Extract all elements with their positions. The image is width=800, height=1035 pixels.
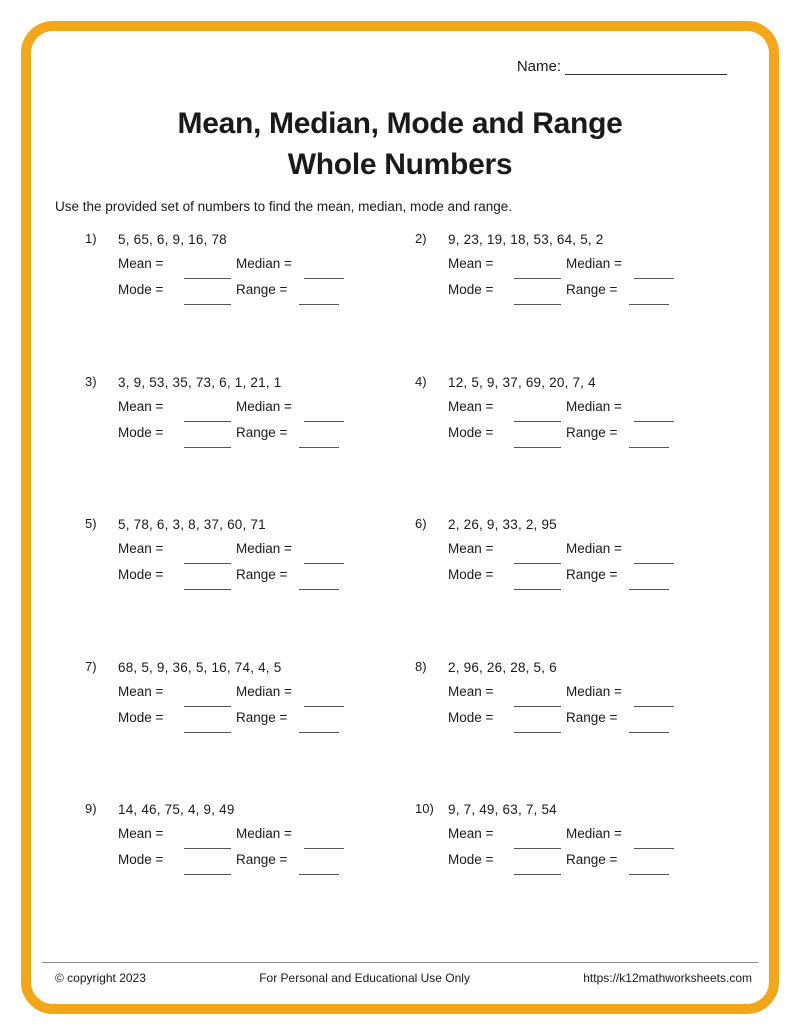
number-set: 2, 96, 26, 28, 5, 6 bbox=[448, 659, 557, 675]
median-answer-blank bbox=[634, 410, 674, 422]
mode-range-row bbox=[448, 852, 674, 878]
footer bbox=[55, 971, 752, 985]
name-row bbox=[517, 58, 727, 75]
problem-number: 1) bbox=[85, 231, 97, 246]
mode-answer-blank bbox=[184, 293, 231, 305]
mean-median-row bbox=[118, 684, 344, 710]
problem-body bbox=[448, 658, 674, 736]
problems-grid bbox=[85, 230, 740, 943]
worksheet-title bbox=[0, 103, 800, 185]
range-label: Range = bbox=[566, 424, 618, 440]
mean-label: Mean = bbox=[448, 398, 494, 414]
median-label: Median = bbox=[566, 256, 622, 271]
range-answer-blank bbox=[299, 578, 339, 590]
mode-answer-blank bbox=[184, 436, 231, 448]
mean-label: Mean = bbox=[448, 826, 494, 841]
problem-number: 8) bbox=[415, 658, 427, 674]
title-line-2: Whole Numbers bbox=[287, 148, 513, 181]
problem-body bbox=[448, 373, 674, 451]
median-label: Median = bbox=[566, 541, 622, 556]
problem-item bbox=[415, 515, 745, 658]
mean-median-row bbox=[118, 541, 344, 567]
number-set: 12, 5, 9, 37, 69, 20, 7, 4 bbox=[448, 374, 596, 390]
median-label: Median = bbox=[566, 683, 622, 699]
mode-answer-blank bbox=[514, 863, 561, 875]
footer-website-url: https://k12mathworksheets.com bbox=[583, 971, 752, 985]
problem-item bbox=[415, 373, 745, 516]
range-label: Range = bbox=[566, 709, 618, 725]
median-answer-blank bbox=[634, 267, 674, 279]
mode-answer-blank bbox=[184, 863, 231, 875]
problem-number: 3) bbox=[85, 373, 97, 389]
mode-answer-blank bbox=[514, 721, 561, 733]
range-label: Range = bbox=[236, 709, 288, 725]
number-set: 14, 46, 75, 4, 9, 49 bbox=[118, 802, 235, 817]
mean-answer-blank bbox=[184, 410, 231, 422]
mean-label: Mean = bbox=[118, 541, 164, 556]
instructions-text: Use the provided set of numbers to find the mean, median, mode and range. bbox=[55, 199, 513, 214]
number-set: 5, 65, 6, 9, 16, 78 bbox=[118, 232, 227, 247]
mean-answer-blank bbox=[514, 552, 561, 564]
name-blank-line bbox=[565, 58, 727, 75]
median-answer-blank bbox=[304, 695, 344, 707]
mode-answer-blank bbox=[514, 578, 561, 590]
mode-label: Mode = bbox=[118, 424, 164, 440]
mean-label: Mean = bbox=[448, 541, 494, 556]
mean-label: Mean = bbox=[448, 683, 494, 699]
problem-body bbox=[118, 515, 344, 593]
mode-range-row bbox=[118, 567, 344, 593]
median-label: Median = bbox=[566, 826, 622, 841]
mean-label: Mean = bbox=[118, 683, 164, 699]
mode-range-row bbox=[448, 282, 674, 308]
range-answer-blank bbox=[299, 863, 339, 875]
number-set: 5, 78, 6, 3, 8, 37, 60, 71 bbox=[118, 517, 266, 532]
mode-label: Mode = bbox=[448, 424, 494, 440]
mean-median-row bbox=[448, 684, 674, 710]
mean-median-row bbox=[118, 826, 344, 852]
footer-usage-note: For Personal and Educational Use Only bbox=[259, 971, 470, 985]
mode-label: Mode = bbox=[448, 852, 494, 867]
mode-range-row bbox=[118, 425, 344, 451]
range-label: Range = bbox=[236, 852, 288, 867]
mean-median-row bbox=[448, 256, 674, 282]
problem-body bbox=[448, 800, 674, 878]
mode-label: Mode = bbox=[448, 567, 494, 582]
median-label: Median = bbox=[566, 398, 622, 414]
name-label: Name: bbox=[516, 58, 561, 75]
mode-range-row bbox=[118, 282, 344, 308]
mode-answer-blank bbox=[514, 293, 561, 305]
problem-item bbox=[415, 800, 745, 943]
range-answer-blank bbox=[629, 436, 669, 448]
problem-number: 10) bbox=[415, 801, 434, 816]
mode-label: Mode = bbox=[118, 567, 164, 582]
mean-answer-blank bbox=[184, 267, 231, 279]
range-label: Range = bbox=[236, 567, 288, 582]
mean-median-row bbox=[448, 399, 674, 425]
number-set: 9, 7, 49, 63, 7, 54 bbox=[448, 802, 557, 817]
range-answer-blank bbox=[629, 721, 669, 733]
median-label: Median = bbox=[236, 256, 292, 271]
mean-answer-blank bbox=[184, 552, 231, 564]
mode-label: Mode = bbox=[118, 852, 164, 867]
mean-median-row bbox=[118, 256, 344, 282]
range-label: Range = bbox=[566, 852, 618, 867]
range-answer-blank bbox=[629, 578, 669, 590]
mean-label: Mean = bbox=[118, 826, 164, 841]
median-label: Median = bbox=[236, 826, 292, 841]
footer-copyright: © copyright 2023 bbox=[55, 971, 146, 985]
median-answer-blank bbox=[634, 695, 674, 707]
mode-range-row bbox=[448, 567, 674, 593]
number-set: 2, 26, 9, 33, 2, 95 bbox=[448, 517, 557, 532]
median-answer-blank bbox=[634, 837, 674, 849]
problem-body bbox=[448, 515, 674, 593]
range-label: Range = bbox=[236, 282, 288, 297]
median-answer-blank bbox=[304, 837, 344, 849]
range-label: Range = bbox=[236, 424, 288, 440]
number-set: 3, 9, 53, 35, 73, 6, 1, 21, 1 bbox=[118, 374, 282, 390]
range-label: Range = bbox=[566, 567, 618, 582]
number-set: 68, 5, 9, 36, 5, 16, 74, 4, 5 bbox=[118, 659, 282, 675]
mean-median-row bbox=[448, 826, 674, 852]
median-label: Median = bbox=[236, 541, 292, 556]
problem-body bbox=[448, 230, 674, 308]
mean-label: Mean = bbox=[118, 256, 164, 271]
mode-range-row bbox=[448, 425, 674, 451]
mode-answer-blank bbox=[514, 436, 561, 448]
range-answer-blank bbox=[299, 721, 339, 733]
mode-label: Mode = bbox=[448, 709, 494, 725]
problem-number: 5) bbox=[85, 516, 97, 531]
problem-item bbox=[85, 658, 415, 801]
problem-body bbox=[118, 373, 344, 451]
title-line-1: Mean, Median, Mode and Range bbox=[177, 107, 623, 140]
mode-range-row bbox=[118, 852, 344, 878]
mean-label: Mean = bbox=[118, 398, 164, 414]
median-label: Median = bbox=[236, 683, 292, 699]
problem-item bbox=[85, 800, 415, 943]
problem-item bbox=[85, 230, 415, 373]
problem-item bbox=[85, 373, 415, 516]
number-set: 9, 23, 19, 18, 53, 64, 5, 2 bbox=[448, 232, 604, 247]
mean-answer-blank bbox=[514, 267, 561, 279]
median-label: Median = bbox=[236, 398, 292, 414]
median-answer-blank bbox=[634, 552, 674, 564]
footer-divider bbox=[42, 962, 758, 963]
range-answer-blank bbox=[629, 863, 669, 875]
problem-number: 2) bbox=[415, 231, 427, 246]
mode-answer-blank bbox=[184, 721, 231, 733]
mode-label: Mode = bbox=[118, 282, 164, 297]
mode-range-row bbox=[118, 710, 344, 736]
problem-number: 6) bbox=[415, 516, 427, 531]
mean-answer-blank bbox=[514, 695, 561, 707]
mean-answer-blank bbox=[514, 410, 561, 422]
mean-label: Mean = bbox=[448, 256, 494, 271]
mode-label: Mode = bbox=[448, 282, 494, 297]
median-answer-blank bbox=[304, 267, 344, 279]
range-label: Range = bbox=[566, 282, 618, 297]
mean-median-row bbox=[448, 541, 674, 567]
problem-number: 4) bbox=[415, 373, 427, 389]
mean-answer-blank bbox=[184, 837, 231, 849]
mode-answer-blank bbox=[184, 578, 231, 590]
mode-range-row bbox=[448, 710, 674, 736]
range-answer-blank bbox=[299, 436, 339, 448]
mean-answer-blank bbox=[514, 837, 561, 849]
range-answer-blank bbox=[299, 293, 339, 305]
range-answer-blank bbox=[629, 293, 669, 305]
problem-item bbox=[85, 515, 415, 658]
problem-body bbox=[118, 230, 344, 308]
mean-answer-blank bbox=[184, 695, 231, 707]
problem-item bbox=[415, 658, 745, 801]
problem-number: 7) bbox=[85, 658, 97, 674]
problem-body bbox=[118, 800, 344, 878]
median-answer-blank bbox=[304, 410, 344, 422]
problem-body bbox=[118, 658, 344, 736]
mode-label: Mode = bbox=[118, 709, 164, 725]
median-answer-blank bbox=[304, 552, 344, 564]
mean-median-row bbox=[118, 399, 344, 425]
problem-number: 9) bbox=[85, 801, 97, 816]
problem-item bbox=[415, 230, 745, 373]
